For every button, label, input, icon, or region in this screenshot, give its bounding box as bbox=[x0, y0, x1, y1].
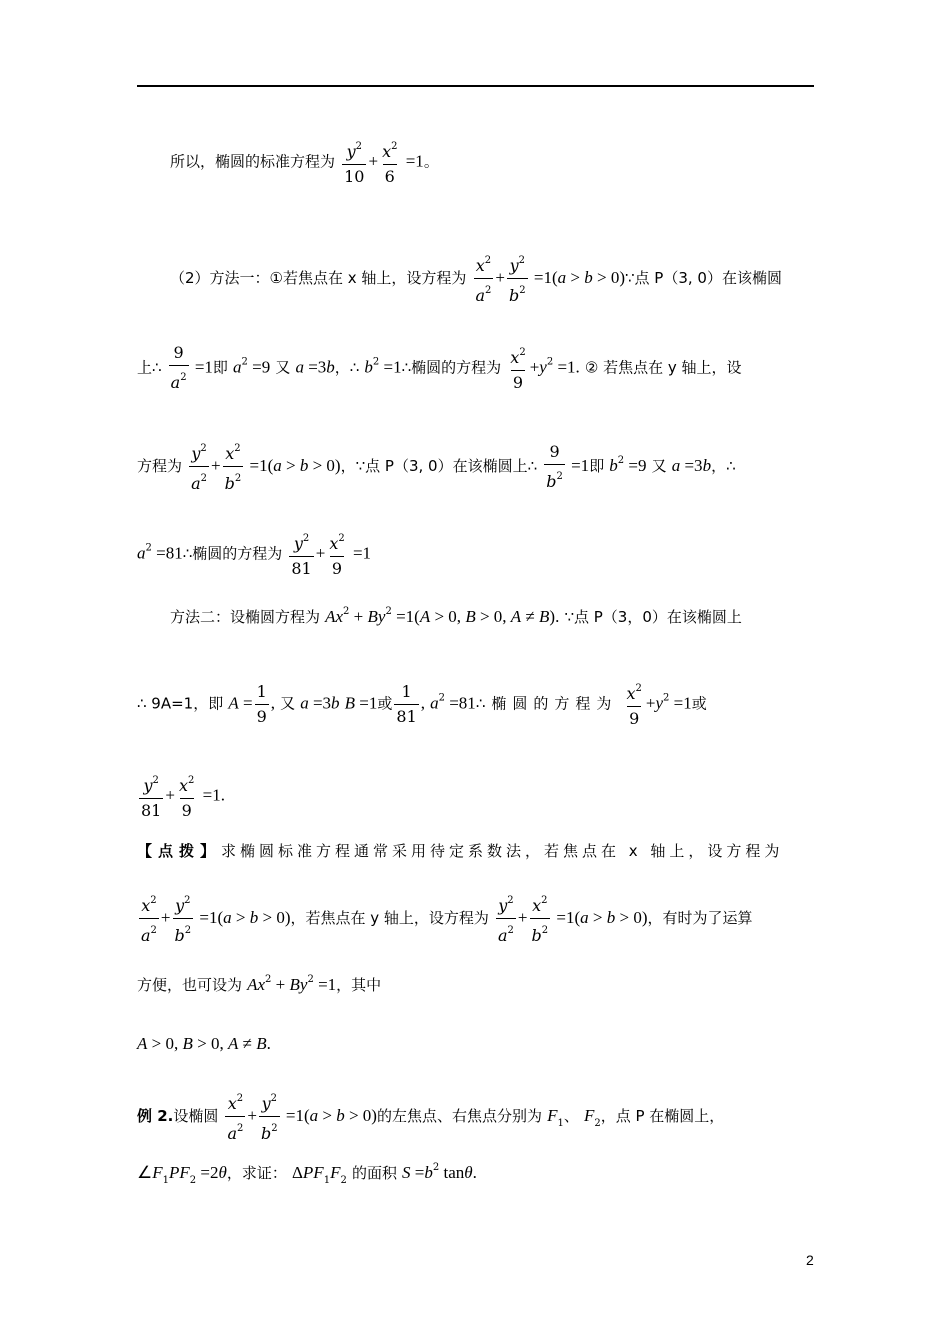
text: ，求证： bbox=[226, 1164, 287, 1182]
text-line-4: 方程为 $\frac{y^2}{a^2}$ + $\frac{x^2}{b^2}$ =1(a > b > 0)，∵点 P（3, 0）在该椭圆上∴ $\frac{9}{b^2}$ =1即 $b^2 =9$ 又 a =3b，∴ bbox=[137, 441, 736, 493]
text: ，有时为了运算 bbox=[647, 909, 753, 927]
text: ，其中 bbox=[336, 976, 382, 994]
text: 又 bbox=[651, 457, 667, 475]
text: 方程为 bbox=[137, 457, 183, 475]
text: ，点 P 在椭圆上， bbox=[600, 1107, 725, 1125]
example-label: 例 2. bbox=[137, 1107, 174, 1125]
formula: $\frac{1}{81}$ bbox=[396, 681, 417, 726]
text: 方便，也可设为 bbox=[137, 976, 243, 994]
text: 的面积 bbox=[351, 1164, 397, 1182]
text-line-13: 例 2.设椭圆 $\frac{x^2}{a^2}$ + $\frac{y^2}{b^2}$ =1(a > b > 0)的左焦点、右焦点分别为 $F_1$、 $F_2$，点 P 在椭圆上， bbox=[137, 1090, 814, 1143]
text-line-10: $\frac{x^2}{a^2}$ + $\frac{y^2}{b^2}$ =1(a > b > 0)，若焦点在 y 轴上，设方程为 $\frac{y^2}{a^2}$ + $\frac{x^2}{b^2}$ =1(a > b > 0)，有时为了运算 bbox=[137, 892, 814, 945]
text-line-1: 所以，椭圆的标准方程为 $\frac{y^2}{10}$ + $\frac{x^2}{6}$ =1。 bbox=[170, 138, 847, 186]
formula: $\frac{x^2}{9}$ bbox=[626, 683, 642, 728]
page-number: 2 bbox=[806, 1252, 814, 1268]
text: ∴椭圆的方程为 bbox=[401, 358, 502, 377]
text-line-3: 上∴ $\frac{9}{a^2}$ =1即 $a^2 =9$ 又 a =3b，∴ $b^2$ =1∴椭圆的方程为 $\frac{x^2}{9}$ $+y^2 =1$. ② 若焦点在 y 轴上，设 bbox=[137, 343, 742, 392]
text: 即 bbox=[212, 358, 228, 377]
text-line-8: $\frac{y^2}{81}$ + $\frac{x^2}{9}$ =1. bbox=[137, 772, 814, 820]
text: ∴椭圆的方程为 bbox=[182, 544, 283, 563]
text: ，∵点 P（3, 0）在该椭圆上∴ bbox=[340, 457, 538, 475]
text: 或 bbox=[691, 694, 707, 713]
text-line-5: $a^2$ =81∴椭圆的方程为 $\frac{y^2}{81}$ + $\frac{x^2}{9}$ =1 bbox=[137, 530, 814, 578]
formula: $\frac{y^2}{a^2}$ bbox=[498, 895, 514, 945]
text-line-9 bbox=[137, 840, 814, 861]
formula: $\frac{x^2}{b^2}$ bbox=[224, 443, 242, 493]
formula: $\frac{x^2}{b^2}$ bbox=[531, 895, 549, 945]
text: ，若焦点在 y 轴上，设方程为 bbox=[290, 909, 489, 927]
text: 的左焦点、右焦点分别为 bbox=[376, 1107, 542, 1125]
text: 上∴ bbox=[137, 358, 162, 377]
formula: $\frac{9}{b^2}$ bbox=[546, 441, 563, 491]
text-line-11: 方便，也可设为 $Ax^2 + By^2 =1$，其中 bbox=[137, 974, 382, 994]
text: 所以，椭圆的标准方程为 bbox=[170, 152, 336, 171]
text-line-7: ∴ 9A=1，即 A = $\frac{1}{9}$ , 又 a =3b B =1或 $\frac{1}{81}$ , $a^2$ =81∴椭圆的方程为 $\frac{x^2}{9}$ $+y^2 =1$或 bbox=[137, 681, 707, 728]
formula: $\frac{y^2}{81}$ bbox=[141, 775, 162, 820]
text: ∴ 9A=1，即 bbox=[137, 694, 224, 713]
text-line-12: A > 0, B > 0, A ≠ B. bbox=[137, 1034, 271, 1053]
text-line-14: $\angle F_1PF_2 =2\theta$，求证： $\Delta PF_1F_2$ 的面积 $S =b^2$ tanθ. bbox=[137, 1162, 477, 1186]
formula: $\frac{x^2}{9}$ bbox=[329, 533, 345, 578]
text: （2）方法一：①若焦点在 x 轴上，设方程为 bbox=[170, 269, 467, 287]
text: 又 bbox=[280, 694, 296, 713]
formula: $\frac{y^2}{81}$ bbox=[291, 533, 312, 578]
text: 即 bbox=[589, 457, 605, 475]
text: ∵点 P（3，0）在该椭圆上 bbox=[564, 608, 742, 626]
text: ② 若焦点在 y 轴上，设 bbox=[584, 358, 742, 377]
formula: $\frac{y^2}{b^2}$ bbox=[174, 895, 192, 945]
text: ，∴ bbox=[334, 358, 360, 377]
text: ∵点 P（3, 0）在该椭圆 bbox=[624, 269, 782, 287]
text: 。 bbox=[423, 152, 439, 171]
formula: $\frac{y^2}{b^2}$ bbox=[260, 1093, 278, 1143]
text: 、 bbox=[563, 1107, 579, 1125]
text: 方法二：设椭圆方程为 bbox=[170, 608, 321, 626]
text: 设椭圆 bbox=[173, 1107, 219, 1125]
formula: $\frac{y^2}{10}$ bbox=[344, 141, 365, 186]
text: ∴椭圆的方程为 bbox=[475, 694, 618, 713]
formula: $\frac{y^2}{a^2}$ bbox=[191, 443, 208, 493]
formula: $\frac{x^2}{6}$ bbox=[382, 141, 398, 186]
formula: $\frac{x^2}{a^2}$ bbox=[141, 895, 157, 945]
formula: $\frac{y^2}{b^2}$ bbox=[509, 255, 526, 305]
text: ，∴ bbox=[711, 457, 736, 475]
text-line-6: 方法二：设椭圆方程为 $Ax^2 + By^2 =1(A > 0$, B > 0, A ≠ B). ∵点 P（3，0）在该椭圆上 bbox=[170, 606, 742, 626]
formula: $\frac{9}{a^2}$ bbox=[170, 343, 187, 392]
formula: $\frac{x^2}{9}$ bbox=[178, 775, 195, 820]
formula: $\frac{x^2}{a^2}$ bbox=[475, 255, 492, 305]
text: 或 bbox=[377, 694, 393, 713]
text: 又 bbox=[275, 358, 291, 377]
text: 求椭圆标准方程通常采用待定系数法，若焦点在 x 轴上，设方程为 bbox=[221, 842, 784, 860]
formula: $\frac{1}{9}$ bbox=[256, 681, 267, 726]
formula: $\frac{x^2}{9}$ bbox=[510, 347, 526, 392]
formula: $\frac{x^2}{a^2}$ bbox=[227, 1093, 244, 1143]
header-rule bbox=[137, 85, 814, 87]
text-line-2: （2）方法一：①若焦点在 x 轴上，设方程为 $\frac{x^2}{a^2}$ + $\frac{y^2}{b^2}$ =1(a > b > 0)∵点 P（3, 0）在该椭圆 bbox=[170, 252, 847, 305]
tip-heading: 【点拨】 bbox=[137, 842, 222, 860]
